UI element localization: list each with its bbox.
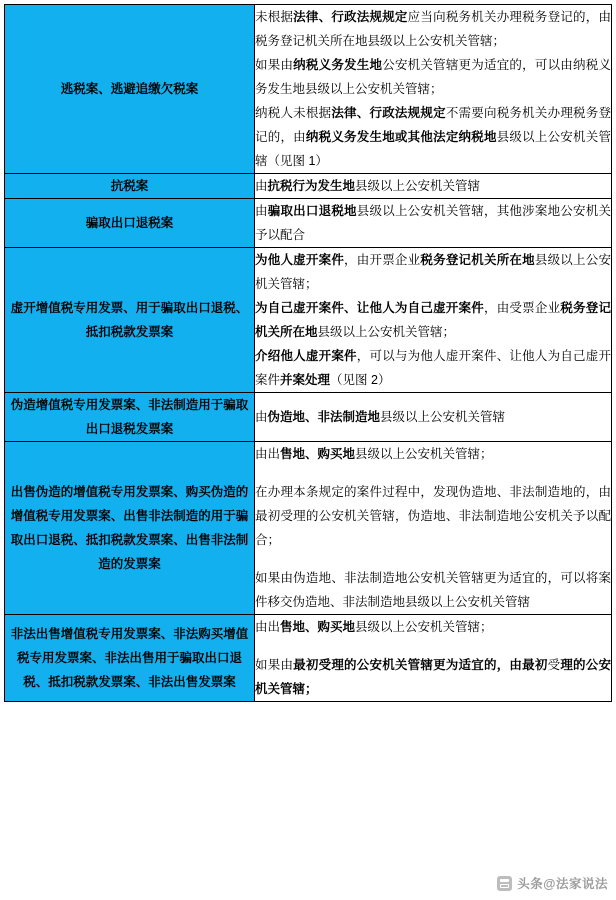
body-text: 受: [547, 658, 561, 672]
emphasized-text: 税务登记机关所在地: [420, 253, 535, 267]
jurisdiction-rule-cell: [255, 615, 612, 702]
rule-paragraph: [255, 442, 611, 466]
body-text: ，由开票企业: [344, 253, 421, 267]
table-row: [5, 615, 612, 702]
jurisdiction-rule-cell: [255, 174, 612, 199]
emphasized-text: 售地、购买地: [280, 447, 356, 461]
emphasized-text: 税务登记机关所在地: [255, 301, 611, 339]
emphasized-text: 抗税行为发生地: [267, 179, 356, 193]
body-text: 县级以上公安机关管辖；: [317, 325, 456, 339]
table-row: [5, 5, 612, 174]
body-text: 由出: [255, 620, 281, 634]
watermark-label: 头条@法家说法: [517, 877, 608, 891]
emphasized-text: 伪造地、非法制造地: [267, 410, 381, 424]
emphasized-text: 纳税义务发生地: [293, 58, 383, 72]
emphasized-text: 为他人虚开案件: [255, 253, 345, 267]
jurisdiction-rule-cell: [255, 5, 612, 174]
rule-paragraph: [255, 174, 611, 198]
rule-paragraph: [255, 566, 611, 614]
body-text: 纳税人未根据: [255, 106, 332, 120]
case-category-cell: 逃税案、逃避追缴欠税案: [5, 5, 255, 174]
rule-paragraph: [255, 296, 611, 344]
rule-paragraph: [255, 5, 611, 53]
jurisdiction-rule-cell: [255, 442, 612, 615]
rule-paragraph: [255, 405, 611, 429]
case-category-cell: 出售伪造的增值税专用发票案、购买伪造的增值税专用发票案、出售非法制造的用于骗取出口退税、抵扣税款发票案、出售非法制造的发票案: [5, 442, 255, 615]
rule-paragraph: [255, 480, 611, 552]
table-body: [5, 5, 612, 702]
case-category-cell: 伪造增值税专用发票案、非法制造用于骗取出口退税发票案: [5, 393, 255, 442]
body-text: 县级以上公安机关管辖: [380, 410, 506, 424]
watermark: [497, 874, 608, 892]
table-row: [5, 442, 612, 615]
rule-paragraph: [255, 344, 611, 392]
case-category-cell: 非法出售增值税专用发票案、非法购买增值税专用发票案、非法出售用于骗取出口退税、抵扣税款发票案、非法出售发票案: [5, 615, 255, 702]
table-row: [5, 174, 612, 199]
emphasized-text: 法律、行政法规规定: [331, 106, 446, 120]
emphasized-text: 最初受理的公安机关管辖更为适宜的，由最初: [293, 658, 548, 672]
body-text: 县级以上公安机关管辖（见图 1）: [255, 130, 611, 168]
emphasized-text: 纳税义务发生地或其他法定纳税地: [305, 130, 497, 144]
rule-paragraph: [255, 615, 611, 639]
body-text: ，由受票企业: [483, 301, 561, 315]
jurisdiction-rule-cell: [255, 248, 612, 393]
jurisdiction-rule-cell: [255, 393, 612, 442]
rule-paragraph: [255, 101, 611, 173]
table-row: [5, 248, 612, 393]
body-text: 由: [255, 204, 268, 218]
body-text: 不需要向税务机关办理税务登记的，由: [255, 106, 611, 144]
body-text: 在办理本条规定的案件过程中，发现伪造地、非法制造地的，由最初受理的公安机关管辖，伪造地、非法制造地公安机关予以配合；: [255, 485, 611, 547]
rule-paragraph: [255, 248, 611, 296]
body-text: 如果由: [255, 58, 294, 72]
emphasized-text: 售地、购买地: [280, 620, 356, 634]
body-text: 由: [255, 179, 268, 193]
table-row: [5, 393, 612, 442]
body-text: 应当向税务机关办理税务登记的，由税务登记机关所在地县级以上公安机关管辖；: [255, 10, 611, 48]
body-text: 县级以上公安机关管辖，其他涉案地公安机关予以配合: [255, 204, 611, 242]
body-text: （见图 2）: [330, 373, 391, 387]
emphasized-text: 介绍他人虚开案件: [255, 349, 357, 363]
body-text: 县级以上公安机关管辖；: [355, 447, 493, 461]
rule-paragraph: [255, 199, 611, 247]
rule-paragraph: [255, 53, 611, 101]
case-category-cell: 虚开增值税专用发票、用于骗取出口退税、抵扣税款发票案: [5, 248, 255, 393]
body-text: 由出: [255, 447, 281, 461]
emphasized-text: 骗取出口退税地: [267, 204, 357, 218]
body-text: 县级以上公安机关管辖: [355, 179, 481, 193]
body-text: 未根据: [255, 10, 294, 24]
emphasized-text: 理的公安机关管辖；: [255, 658, 611, 696]
body-text: ，可以与为他人虚开案件、让他人为自己虚开案件: [255, 349, 611, 387]
jurisdiction-table: [4, 4, 612, 702]
body-text: 县级以上公安机关管辖；: [355, 620, 493, 634]
body-text: 县级以上公安机关管辖；: [255, 253, 611, 291]
jurisdiction-rule-cell: [255, 199, 612, 248]
table-row: [5, 199, 612, 248]
emphasized-text: 为自己虚开案件、让他人为自己虚开案件: [255, 301, 484, 315]
case-category-cell: 抗税案: [5, 174, 255, 199]
body-text: 由: [255, 410, 268, 424]
emphasized-text: 并案处理: [280, 373, 331, 387]
emphasized-text: 法律、行政法规规定: [293, 10, 408, 24]
case-category-cell: 骗取出口退税案: [5, 199, 255, 248]
body-text: 公安机关管辖更为适宜的，可以由纳税义务发生地县级以上公安机关管辖；: [255, 58, 611, 96]
toutiao-logo-icon: [497, 876, 512, 891]
body-text: 如果由: [255, 658, 294, 672]
rule-paragraph: [255, 653, 611, 701]
body-text: 如果由伪造地、非法制造地公安机关管辖更为适宜的，可以将案件移交伪造地、非法制造地县级以上公安机关管辖: [255, 571, 611, 609]
